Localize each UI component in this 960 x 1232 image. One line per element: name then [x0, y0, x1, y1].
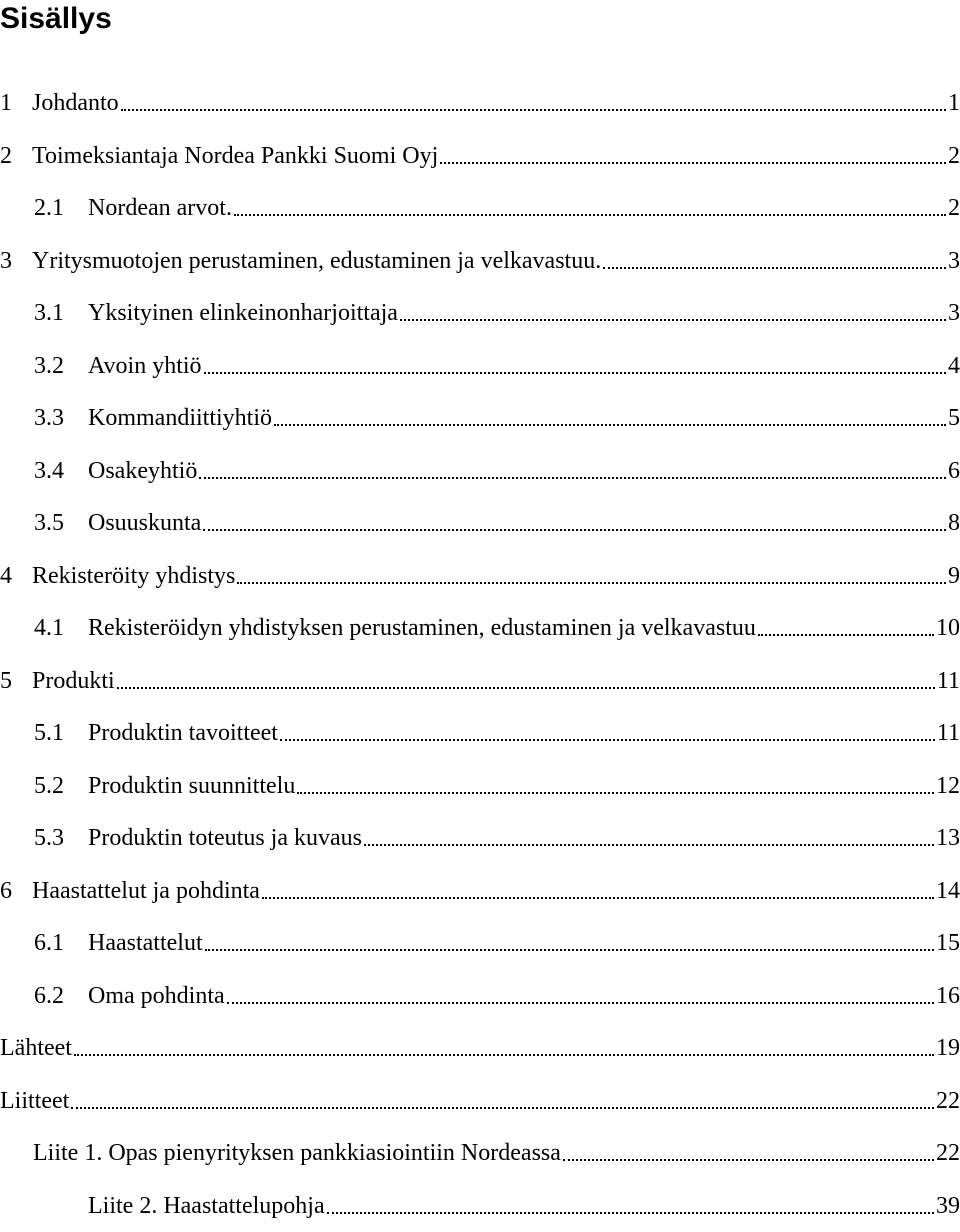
toc-entry-page-number: 2 — [946, 142, 960, 170]
toc-entry-title: Yritysmuotojen perustaminen, edustaminen ja velkavastuu. — [32, 247, 603, 275]
toc-entry-number: 5.3 — [34, 824, 64, 852]
dot-leader — [280, 719, 935, 747]
toc-entry-line — [88, 194, 960, 222]
toc-entry-number: 3.5 — [34, 509, 64, 537]
toc-entry-title: Haastattelut — [88, 929, 205, 957]
toc-entry-page-number: 16 — [934, 982, 960, 1010]
dot-leader — [758, 614, 934, 642]
dot-leader — [364, 824, 934, 852]
toc-entry-line — [33, 1139, 960, 1167]
toc-entry[interactable] — [0, 1127, 960, 1180]
toc-entry-title: Produktin suunnittelu — [88, 772, 297, 800]
toc-entry-line — [88, 352, 960, 380]
toc-entry-title: Oma pohdinta — [88, 982, 227, 1010]
toc-entry-line — [0, 1034, 960, 1062]
toc-entry-title: Liitteet — [0, 1087, 71, 1115]
dot-leader — [237, 562, 946, 590]
toc-entry[interactable] — [0, 550, 960, 603]
toc-entry-line — [88, 772, 960, 800]
dot-leader — [199, 457, 946, 485]
toc-entry[interactable] — [0, 970, 960, 1023]
toc-entry-number: 6.2 — [34, 982, 64, 1010]
dot-leader — [74, 1034, 934, 1062]
dot-leader — [327, 1192, 934, 1220]
toc-entry-line — [88, 719, 960, 747]
toc-entry[interactable] — [0, 497, 960, 550]
toc-entry-page-number: 13 — [934, 824, 960, 852]
toc-entry[interactable] — [0, 130, 960, 183]
toc-entry-line — [88, 509, 960, 537]
toc-entry-line — [88, 1192, 960, 1220]
toc-entry-number: 3.1 — [34, 299, 64, 327]
toc-entry-title: Rekisteröity yhdistys — [32, 562, 237, 590]
toc-entry-line — [88, 299, 960, 327]
toc-entry[interactable] — [0, 1022, 960, 1075]
dot-leader — [603, 247, 946, 275]
toc-entry-title: Produktin toteutus ja kuvaus — [88, 824, 364, 852]
toc-entry-title: Avoin yhtiö — [88, 352, 204, 380]
toc-entry-title: Liite 1. Opas pienyrityksen pankkiasiointiin Nordeassa — [33, 1139, 563, 1167]
toc-entry-line — [88, 457, 960, 485]
toc-entry-title: Osakeyhtiö — [88, 457, 199, 485]
toc-entry-title: Haastattelut ja pohdinta — [32, 877, 262, 905]
toc-entry-page-number: 22 — [934, 1087, 960, 1115]
toc-entry-page-number: 3 — [946, 299, 960, 327]
toc-entry-number: 3.3 — [34, 404, 64, 432]
toc-entry-line — [0, 1087, 960, 1115]
toc-entry-title: Toimeksiantaja Nordea Pankki Suomi Oyj — [32, 142, 440, 170]
toc-entry[interactable] — [0, 917, 960, 970]
toc-entry-line — [88, 982, 960, 1010]
toc-entry-line — [88, 404, 960, 432]
toc-entry[interactable] — [0, 1075, 960, 1128]
toc-entry-number: 5 — [0, 667, 12, 695]
toc-entry[interactable] — [0, 707, 960, 760]
toc-entry[interactable] — [0, 812, 960, 865]
toc-entry-page-number: 6 — [946, 457, 960, 485]
toc-entry-title: Produktin tavoitteet — [88, 719, 280, 747]
toc-entry-line — [88, 614, 960, 642]
dot-leader — [71, 1087, 934, 1115]
toc-entry-title: Produkti — [32, 667, 117, 695]
table-of-contents — [0, 77, 960, 1232]
toc-entry-number: 5.2 — [34, 772, 64, 800]
toc-entry-line — [32, 877, 960, 905]
toc-entry-page-number: 11 — [935, 719, 960, 747]
dot-leader — [563, 1139, 934, 1167]
toc-entry-line — [88, 929, 960, 957]
toc-entry[interactable] — [0, 445, 960, 498]
toc-entry-number: 4.1 — [34, 614, 64, 642]
toc-entry[interactable] — [0, 1180, 960, 1232]
toc-entry-number: 1 — [0, 89, 12, 117]
toc-entry-number: 3.4 — [34, 457, 64, 485]
toc-entry-number: 3.2 — [34, 352, 64, 380]
dot-leader — [121, 89, 946, 117]
toc-entry[interactable] — [0, 760, 960, 813]
toc-entry-line — [32, 89, 960, 117]
toc-entry[interactable] — [0, 287, 960, 340]
toc-entry-page-number: 19 — [934, 1034, 960, 1062]
toc-entry-line — [88, 824, 960, 852]
toc-entry-page-number: 4 — [946, 352, 960, 380]
dot-leader — [203, 509, 946, 537]
toc-entry-title: Lähteet — [0, 1034, 74, 1062]
toc-entry-page-number: 14 — [934, 877, 960, 905]
toc-entry-title: Johdanto — [32, 89, 121, 117]
toc-entry-page-number: 12 — [934, 772, 960, 800]
toc-entry[interactable] — [0, 340, 960, 393]
dot-leader — [204, 352, 946, 380]
toc-entry-title: Liite 2. Haastattelupohja — [88, 1192, 327, 1220]
toc-entry-page-number: 3 — [946, 247, 960, 275]
toc-entry-page-number: 2 — [946, 194, 960, 222]
toc-entry-title: Kommandiittiyhtiö — [88, 404, 274, 432]
toc-entry-number: 3 — [0, 247, 12, 275]
toc-entry[interactable] — [0, 235, 960, 288]
toc-entry[interactable] — [0, 77, 960, 130]
dot-leader — [205, 929, 934, 957]
toc-entry-number: 2 — [0, 142, 12, 170]
dot-leader — [234, 194, 946, 222]
toc-entry[interactable] — [0, 182, 960, 235]
dot-leader — [262, 877, 934, 905]
toc-entry[interactable] — [0, 392, 960, 445]
toc-entry[interactable] — [0, 865, 960, 918]
toc-entry-number: 2.1 — [34, 194, 64, 222]
dot-leader — [400, 299, 946, 327]
dot-leader — [227, 982, 934, 1010]
toc-entry-number: 4 — [0, 562, 12, 590]
toc-entry[interactable] — [0, 655, 960, 708]
toc-entry-page-number: 1 — [946, 89, 960, 117]
dot-leader — [440, 142, 946, 170]
toc-entry-number: 6 — [0, 877, 12, 905]
toc-entry-page-number: 11 — [935, 667, 960, 695]
toc-entry-title: Rekisteröidyn yhdistyksen perustaminen, edustaminen ja velkavastuu — [88, 614, 758, 642]
toc-entry-line — [32, 142, 960, 170]
toc-entry[interactable] — [0, 602, 960, 655]
toc-entry-page-number: 8 — [946, 509, 960, 537]
toc-entry-page-number: 9 — [946, 562, 960, 590]
toc-entry-line — [32, 562, 960, 590]
toc-entry-number: 6.1 — [34, 929, 64, 957]
dot-leader — [274, 404, 946, 432]
toc-entry-title: Yksityinen elinkeinonharjoittaja — [88, 299, 400, 327]
page-title: Sisällys — [0, 2, 112, 36]
dot-leader — [297, 772, 934, 800]
toc-entry-page-number: 10 — [934, 614, 960, 642]
toc-entry-page-number: 5 — [946, 404, 960, 432]
toc-entry-page-number: 39 — [934, 1192, 960, 1220]
toc-entry-line — [32, 247, 960, 275]
toc-entry-page-number: 15 — [934, 929, 960, 957]
toc-entry-title: Osuuskunta — [88, 509, 203, 537]
toc-entry-page-number: 22 — [934, 1139, 960, 1167]
dot-leader — [117, 667, 935, 695]
toc-entry-title: Nordean arvot. — [88, 194, 234, 222]
toc-entry-number: 5.1 — [34, 719, 64, 747]
toc-entry-line — [32, 667, 960, 695]
